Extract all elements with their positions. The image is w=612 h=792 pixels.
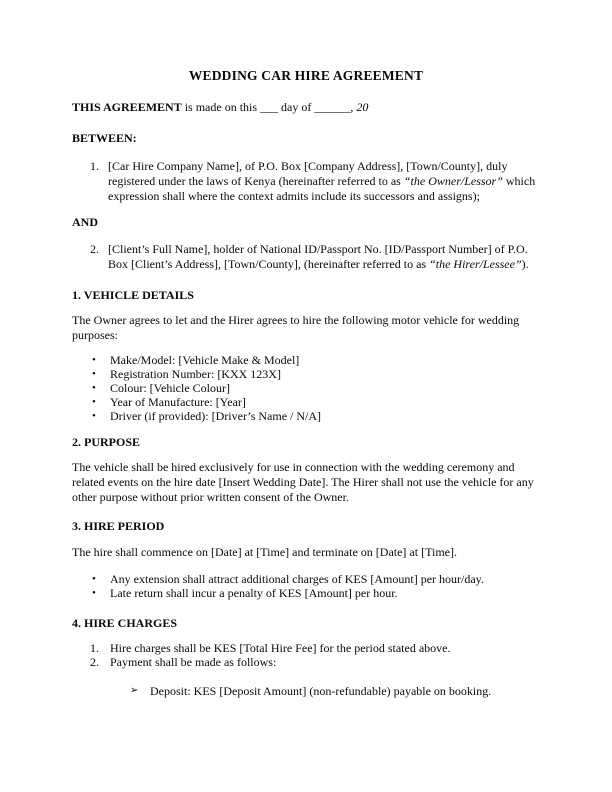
hire-charges-list [72, 641, 540, 669]
list-item-text: Colour: [Vehicle Colour] [110, 381, 230, 395]
list-item-text: Any extension shall attract additional charges of KES [Amount] per hour/day. [110, 572, 484, 586]
party-2-text-post: ). [521, 257, 529, 271]
bullet-icon: • [92, 410, 96, 422]
list-item-text: Payment shall be made as follows: [110, 655, 277, 669]
bullet-icon: • [92, 396, 96, 408]
list-item-number: 2. [90, 655, 99, 669]
list-item-text: Driver (if provided): [Driver’s Name / N/A] [110, 409, 322, 423]
list-item [72, 367, 540, 381]
list-item [72, 381, 540, 395]
party-2-clause [72, 242, 540, 272]
party-1-text-pre: [Car Hire Company Name], of P.O. Box [Company Address], [Town/County], duly registered under the laws of Kenya (hereinafter referred to as [108, 159, 508, 188]
section-heading-hire-period: 3. HIRE PERIOD [72, 519, 165, 533]
intro-year: 20 [356, 100, 369, 114]
party-2-text-pre: [Client’s Full Name], holder of National ID/Passport No. [ID/Passport Number] of P.O. Box [Client’s Address], [Town/County], (hereinafter referred to as [108, 242, 528, 271]
list-item-text: Late return shall incur a penalty of KES [Amount] per hour. [110, 586, 398, 600]
bullet-icon: • [92, 368, 96, 380]
hire-period-paragraph: The hire shall commence on [Date] at [Time] and terminate on [Date] at [Time]. [72, 545, 457, 559]
section-heading-vehicle-details: 1. VEHICLE DETAILS [72, 288, 194, 302]
party-1-text-post: which expression shall where the context admits include its successors and assigns); [108, 174, 536, 203]
document-title: WEDDING CAR HIRE AGREEMENT [188, 68, 424, 83]
list-item-text: Year of Manufacture: [Year] [110, 395, 246, 409]
intro-body: is made on this ___ day of ______, [181, 100, 357, 114]
section-heading-hire-charges: 4. HIRE CHARGES [72, 616, 178, 630]
list-item [72, 572, 540, 586]
intro-lead: THIS AGREEMENT [72, 100, 182, 114]
list-item [72, 586, 540, 600]
bullet-icon: • [92, 382, 96, 394]
deposit-sub-item [72, 684, 540, 698]
party-1-clause [72, 159, 540, 204]
list-item-text: Registration Number: [KXX 123X] [110, 367, 281, 381]
list-item [72, 641, 540, 655]
list-item [72, 409, 540, 423]
party-1-defined-term: “the Owner/Lessor” [403, 174, 503, 188]
arrowhead-bullet-icon: ➢ [130, 685, 139, 696]
bullet-icon: • [92, 573, 96, 585]
list-item [72, 395, 540, 409]
vehicle-details-list [72, 353, 540, 423]
list-item-text: Hire charges shall be KES [Total Hire Fee] for the period stated above. [110, 641, 451, 655]
party-1-number: 1. [90, 159, 99, 173]
party-2-defined-term: “the Hirer/Lessee” [429, 257, 522, 271]
and-label: AND [72, 215, 98, 229]
list-item-text: Make/Model: [Vehicle Make & Model] [110, 353, 300, 367]
deposit-text: Deposit: KES [Deposit Amount] (non-refundable) payable on booking. [150, 684, 492, 698]
party-1-text [108, 159, 540, 204]
list-item [72, 353, 540, 367]
between-label: BETWEEN: [72, 131, 137, 145]
bullet-icon: • [92, 587, 96, 599]
bullet-icon: • [92, 354, 96, 366]
vehicle-details-paragraph: The Owner agrees to let and the Hirer agrees to hire the following motor vehicle for wedding purposes: [72, 313, 520, 342]
party-2-number: 2. [90, 242, 99, 256]
intro-paragraph [72, 100, 540, 115]
list-item [72, 655, 540, 669]
party-2-text [108, 242, 540, 272]
hire-period-list [72, 572, 540, 600]
purpose-paragraph: The vehicle shall be hired exclusively for use in connection with the wedding ceremony and related events on the hire date [Insert Wedding Date]. The Hirer shall not use the vehicle for any other purpose without prior written consent of the Owner. [72, 460, 534, 504]
section-heading-purpose: 2. PURPOSE [72, 435, 141, 449]
list-item-number: 1. [90, 641, 99, 655]
